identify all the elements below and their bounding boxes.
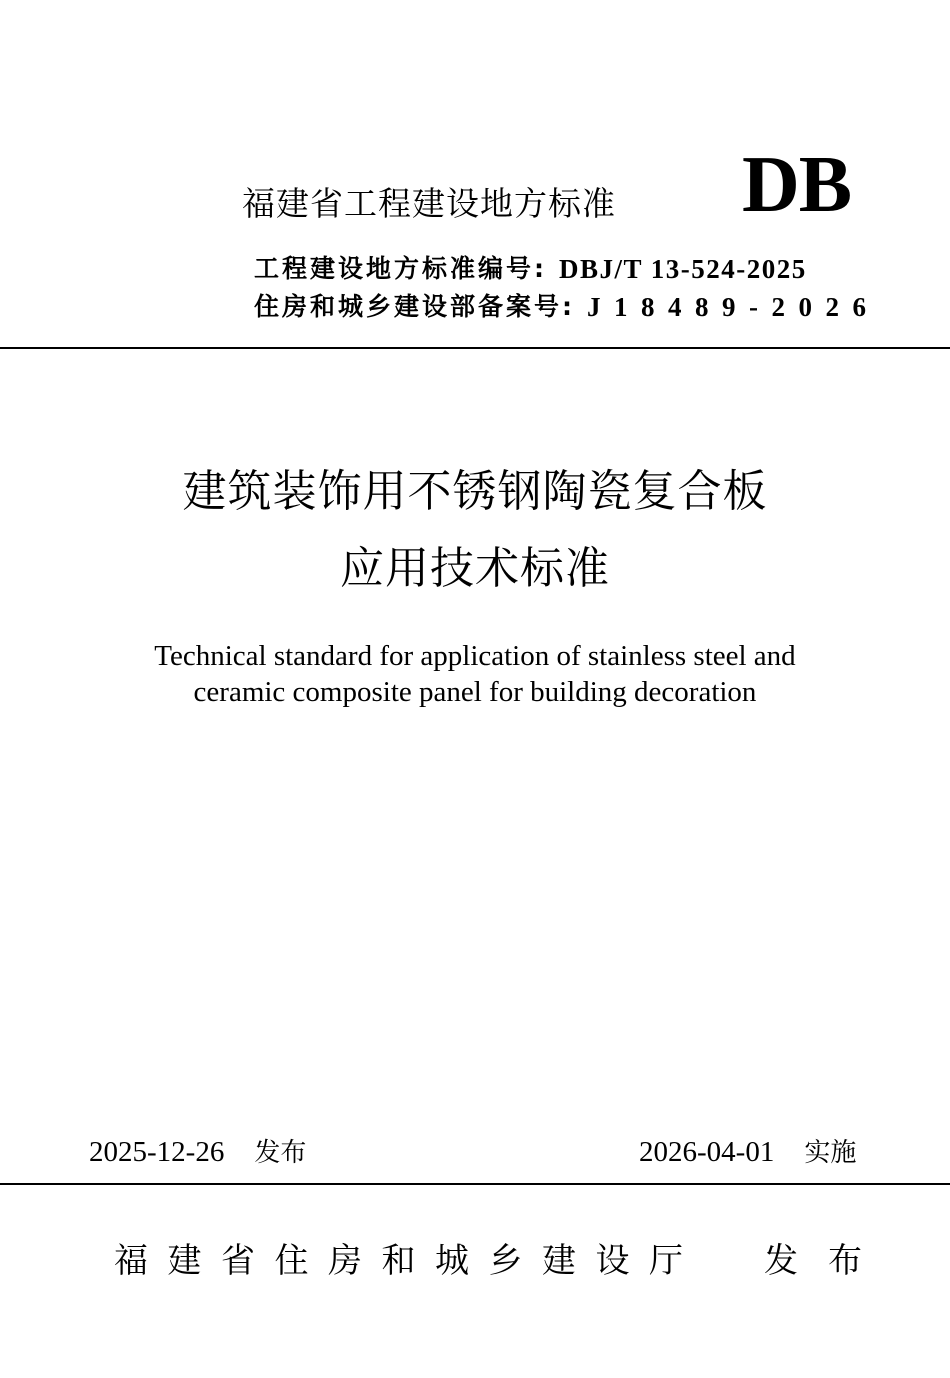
- issue-date-line: [89, 1132, 306, 1169]
- title-en-line-1: Technical standard for application of stainless steel and: [154, 640, 796, 672]
- standard-code-label: 工程建设地方标准编号:: [254, 254, 547, 283]
- implement-date-line: [639, 1132, 856, 1169]
- top-divider: [0, 347, 950, 349]
- title-cn-line-2: 应用技术标准: [340, 543, 610, 594]
- issue-date: 2025-12-26: [89, 1136, 225, 1168]
- issue-word: 发布: [254, 1138, 307, 1168]
- publisher-name: 福建省住房和城乡建设厅: [114, 1241, 703, 1281]
- db-mark: DB: [742, 141, 852, 229]
- implement-word: 实施: [804, 1138, 857, 1168]
- title-en-line-2: ceramic composite panel for building decoration: [193, 676, 757, 708]
- implement-date: 2026-04-01: [639, 1136, 775, 1168]
- publisher-action: 发布: [764, 1241, 892, 1281]
- standard-code-value: DBJ/T 13-524-2025: [559, 254, 807, 284]
- title-cn-line-1: 建筑装饰用不锈钢陶瓷复合板: [182, 466, 768, 517]
- standard-code-row: [254, 252, 807, 286]
- record-number-label: 住房和城乡建设部备案号:: [254, 292, 575, 321]
- standard-type: 福建省工程建设地方标准: [242, 184, 616, 223]
- record-number-row: [254, 290, 880, 324]
- bottom-divider: [0, 1183, 950, 1185]
- record-number-value: J18489-2026: [587, 292, 880, 322]
